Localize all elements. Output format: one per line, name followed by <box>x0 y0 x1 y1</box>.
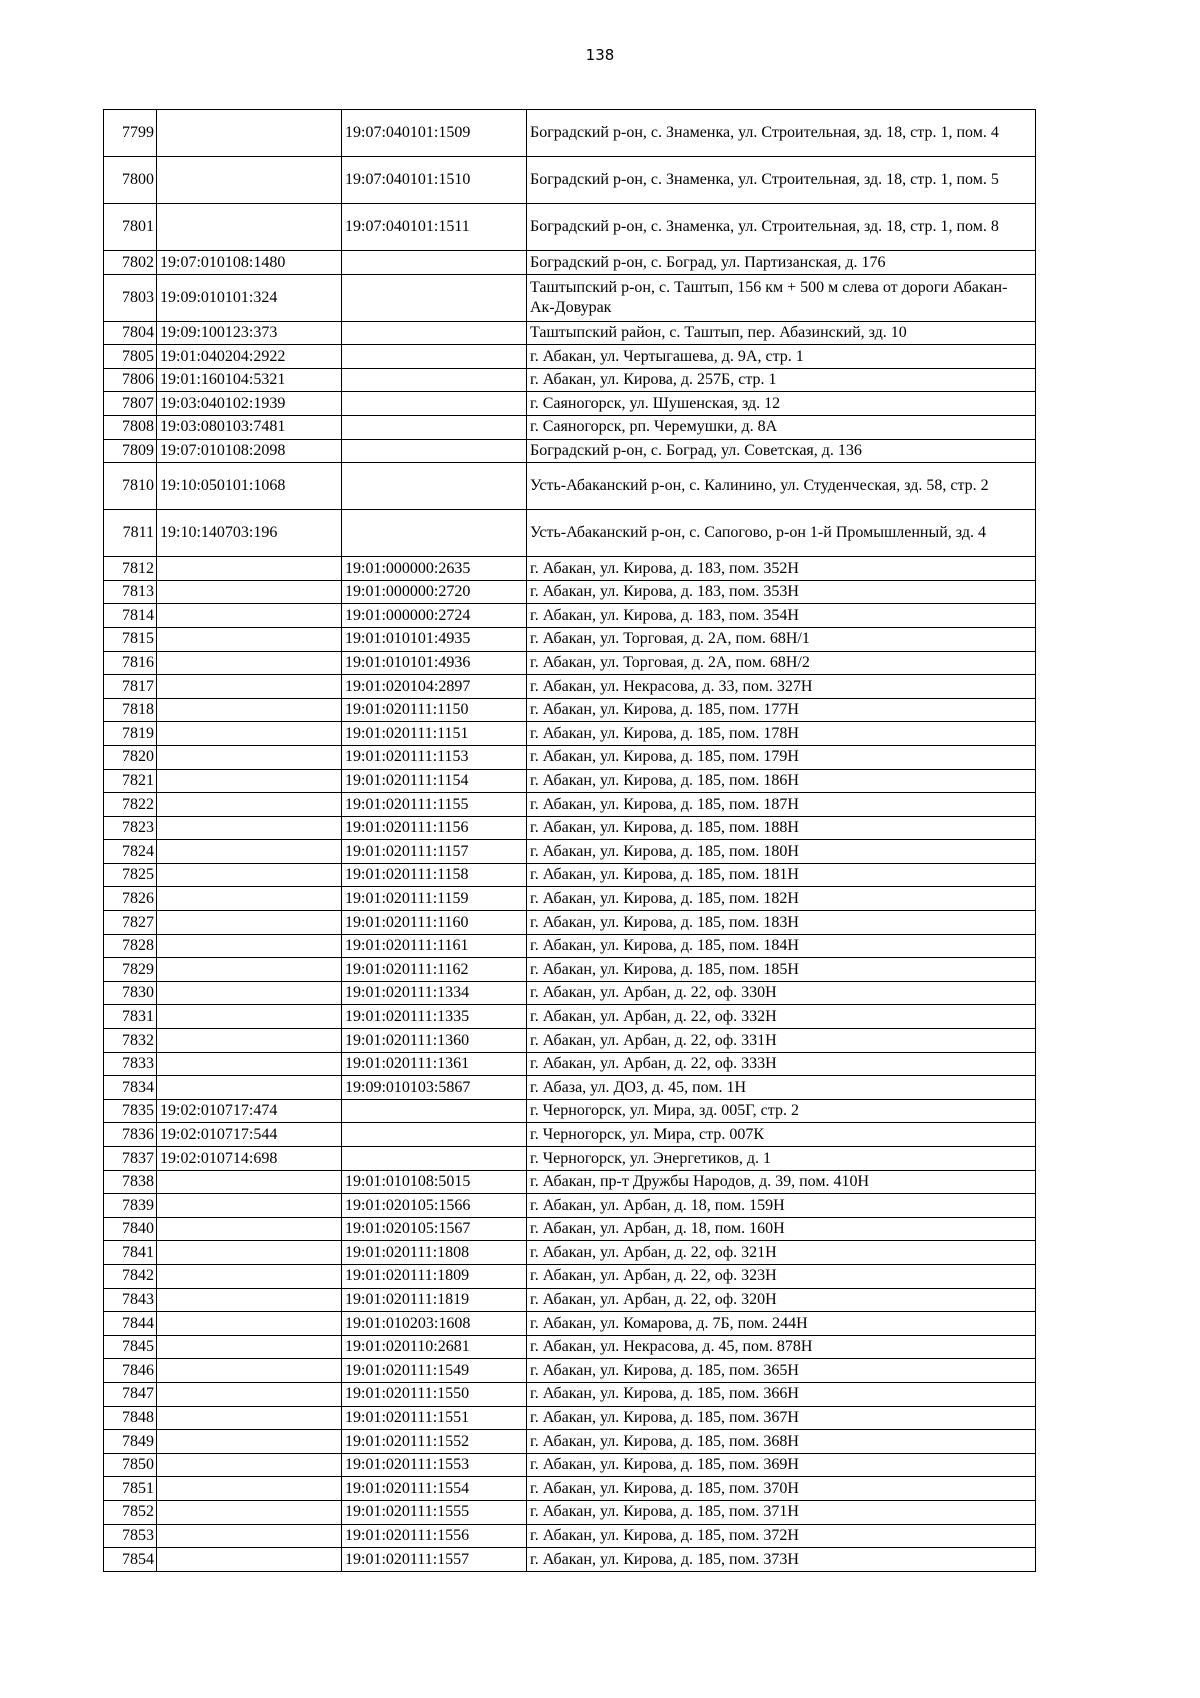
address-cell: Таштыпский р-он, с. Таштып, 156 км + 500 м слева от дороги Абакан-Ак-Довурак <box>527 274 1036 321</box>
address-cell: г. Абакан, ул. Кирова, д. 185, пом. 366Н <box>527 1382 1036 1406</box>
address-cell: г. Абакан, ул. Кирова, д. 185, пом. 368Н <box>527 1430 1036 1454</box>
row-number-cell: 7853 <box>104 1524 157 1548</box>
table-row <box>104 1217 1036 1241</box>
table-row <box>104 510 1036 557</box>
address-cell: г. Абакан, ул. Кирова, д. 185, пом. 180Н <box>527 840 1036 864</box>
premises-cadastral-number-cell: 19:01:020111:1361 <box>342 1052 527 1076</box>
cadastral-number-cell: 19:02:010714:698 <box>157 1147 342 1171</box>
address-cell: г. Абакан, ул. Арбан, д. 18, пом. 159Н <box>527 1194 1036 1218</box>
address-cell: г. Саяногорск, рп. Черемушки, д. 8А <box>527 415 1036 439</box>
premises-cadastral-number-cell: 19:01:020111:1153 <box>342 745 527 769</box>
row-number-cell: 7836 <box>104 1123 157 1147</box>
address-cell: г. Абакан, ул. Кирова, д. 183, пом. 352Н <box>527 557 1036 581</box>
row-number-cell: 7832 <box>104 1029 157 1053</box>
address-cell: г. Абакан, ул. Кирова, д. 185, пом. 185Н <box>527 958 1036 982</box>
premises-cadastral-number-cell: 19:01:020111:1553 <box>342 1453 527 1477</box>
premises-cadastral-number-cell: 19:07:040101:1510 <box>342 157 527 204</box>
premises-cadastral-number-cell: 19:01:020111:1808 <box>342 1241 527 1265</box>
cadastral-number-cell <box>157 722 342 746</box>
premises-cadastral-number-cell: 19:01:020111:1157 <box>342 840 527 864</box>
cadastral-number-cell <box>157 675 342 699</box>
row-number-cell: 7842 <box>104 1264 157 1288</box>
premises-cadastral-number-cell: 19:01:020111:1335 <box>342 1005 527 1029</box>
cadastral-number-cell <box>157 934 342 958</box>
table-row <box>104 1430 1036 1454</box>
premises-cadastral-number-cell <box>342 345 527 369</box>
table-row <box>104 415 1036 439</box>
address-cell: г. Абакан, ул. Некрасова, д. 45, пом. 878Н <box>527 1335 1036 1359</box>
row-number-cell: 7838 <box>104 1170 157 1194</box>
address-cell: г. Абакан, ул. Кирова, д. 185, пом. 188Н <box>527 816 1036 840</box>
table-row <box>104 1076 1036 1100</box>
table-row <box>104 1406 1036 1430</box>
row-number-cell: 7811 <box>104 510 157 557</box>
row-number-cell: 7841 <box>104 1241 157 1265</box>
address-cell: г. Абакан, ул. Арбан, д. 18, пом. 160Н <box>527 1217 1036 1241</box>
cadastral-number-cell: 19:01:040204:2922 <box>157 345 342 369</box>
address-cell: Боградский р-он, с. Боград, ул. Советская, д. 136 <box>527 439 1036 463</box>
address-cell: г. Абакан, ул. Некрасова, д. 33, пом. 327Н <box>527 675 1036 699</box>
table-row <box>104 557 1036 581</box>
premises-cadastral-number-cell: 19:01:020111:1550 <box>342 1382 527 1406</box>
premises-cadastral-number-cell: 19:01:020111:1161 <box>342 934 527 958</box>
premises-cadastral-number-cell: 19:01:020111:1360 <box>342 1029 527 1053</box>
cadastral-number-cell <box>157 863 342 887</box>
premises-cadastral-number-cell: 19:01:020105:1566 <box>342 1194 527 1218</box>
cadastral-number-cell <box>157 1241 342 1265</box>
address-cell: г. Черногорск, ул. Мира, зд. 005Г, стр. 2 <box>527 1099 1036 1123</box>
address-cell: г. Абакан, ул. Кирова, д. 185, пом. 372Н <box>527 1524 1036 1548</box>
address-cell: г. Абакан, ул. Комарова, д. 7Б, пом. 244Н <box>527 1312 1036 1336</box>
table-row <box>104 1029 1036 1053</box>
row-number-cell: 7804 <box>104 321 157 345</box>
cadastral-number-cell <box>157 1477 342 1501</box>
table-row <box>104 958 1036 982</box>
page-number: 138 <box>585 46 615 64</box>
premises-cadastral-number-cell: 19:01:020111:1555 <box>342 1500 527 1524</box>
premises-cadastral-number-cell: 19:01:020111:1551 <box>342 1406 527 1430</box>
table-row <box>104 251 1036 275</box>
table-row <box>104 157 1036 204</box>
row-number-cell: 7803 <box>104 274 157 321</box>
row-number-cell: 7821 <box>104 769 157 793</box>
row-number-cell: 7809 <box>104 439 157 463</box>
address-cell: Усть-Абаканский р-он, с. Сапогово, р-он 1-й Промышленный, зд. 4 <box>527 510 1036 557</box>
registry-table <box>103 109 1036 1572</box>
row-number-cell: 7815 <box>104 627 157 651</box>
table-row <box>104 1453 1036 1477</box>
table-row <box>104 110 1036 157</box>
address-cell: г. Абакан, ул. Кирова, д. 185, пом. 371Н <box>527 1500 1036 1524</box>
address-cell: г. Абаза, ул. ДОЗ, д. 45, пом. 1Н <box>527 1076 1036 1100</box>
table-row <box>104 651 1036 675</box>
table-row <box>104 840 1036 864</box>
table-row <box>104 1170 1036 1194</box>
cadastral-number-cell: 19:07:010108:1480 <box>157 251 342 275</box>
cadastral-number-cell: 19:10:050101:1068 <box>157 463 342 510</box>
cadastral-number-cell <box>157 557 342 581</box>
row-number-cell: 7799 <box>104 110 157 157</box>
cadastral-number-cell <box>157 1335 342 1359</box>
cadastral-number-cell <box>157 793 342 817</box>
cadastral-number-cell: 19:09:100123:373 <box>157 321 342 345</box>
cadastral-number-cell <box>157 1406 342 1430</box>
cadastral-number-cell: 19:01:160104:5321 <box>157 368 342 392</box>
premises-cadastral-number-cell <box>342 368 527 392</box>
row-number-cell: 7851 <box>104 1477 157 1501</box>
row-number-cell: 7823 <box>104 816 157 840</box>
table-row <box>104 1147 1036 1171</box>
address-cell: г. Абакан, ул. Чертыгашева, д. 9А, стр. 1 <box>527 345 1036 369</box>
table-row <box>104 863 1036 887</box>
row-number-cell: 7800 <box>104 157 157 204</box>
cadastral-number-cell <box>157 1524 342 1548</box>
table-row <box>104 793 1036 817</box>
cadastral-number-cell: 19:02:010717:474 <box>157 1099 342 1123</box>
table-row <box>104 981 1036 1005</box>
table-row <box>104 1052 1036 1076</box>
table-row <box>104 345 1036 369</box>
table-row <box>104 1382 1036 1406</box>
table-row <box>104 934 1036 958</box>
row-number-cell: 7854 <box>104 1548 157 1572</box>
row-number-cell: 7818 <box>104 698 157 722</box>
table-row <box>104 816 1036 840</box>
table-row <box>104 274 1036 321</box>
premises-cadastral-number-cell: 19:01:020111:1154 <box>342 769 527 793</box>
cadastral-number-cell <box>157 1194 342 1218</box>
address-cell: г. Саяногорск, ул. Шушенская, зд. 12 <box>527 392 1036 416</box>
premises-cadastral-number-cell <box>342 439 527 463</box>
address-cell: г. Абакан, ул. Кирова, д. 185, пом. 187Н <box>527 793 1036 817</box>
premises-cadastral-number-cell: 19:01:020111:1556 <box>342 1524 527 1548</box>
cadastral-number-cell <box>157 1430 342 1454</box>
cadastral-number-cell <box>157 887 342 911</box>
table-row <box>104 1241 1036 1265</box>
address-cell: г. Абакан, ул. Кирова, д. 185, пом. 177Н <box>527 698 1036 722</box>
cadastral-number-cell <box>157 110 342 157</box>
address-cell: г. Абакан, ул. Арбан, д. 22, оф. 323Н <box>527 1264 1036 1288</box>
premises-cadastral-number-cell: 19:01:020111:1819 <box>342 1288 527 1312</box>
cadastral-number-cell: 19:02:010717:544 <box>157 1123 342 1147</box>
address-cell: г. Абакан, ул. Кирова, д. 185, пом. 369Н <box>527 1453 1036 1477</box>
row-number-cell: 7830 <box>104 981 157 1005</box>
row-number-cell: 7819 <box>104 722 157 746</box>
row-number-cell: 7840 <box>104 1217 157 1241</box>
table-row <box>104 698 1036 722</box>
address-cell: г. Абакан, ул. Кирова, д. 185, пом. 370Н <box>527 1477 1036 1501</box>
row-number-cell: 7837 <box>104 1147 157 1171</box>
table-row <box>104 368 1036 392</box>
premises-cadastral-number-cell <box>342 274 527 321</box>
table-row <box>104 392 1036 416</box>
premises-cadastral-number-cell: 19:01:020111:1155 <box>342 793 527 817</box>
table-row <box>104 1477 1036 1501</box>
address-cell: Боградский р-он, с. Боград, ул. Партизанская, д. 176 <box>527 251 1036 275</box>
address-cell: г. Абакан, ул. Кирова, д. 185, пом. 184Н <box>527 934 1036 958</box>
table-row <box>104 911 1036 935</box>
row-number-cell: 7813 <box>104 580 157 604</box>
cadastral-number-cell: 19:10:140703:196 <box>157 510 342 557</box>
address-cell: г. Абакан, ул. Арбан, д. 22, оф. 320Н <box>527 1288 1036 1312</box>
table-row <box>104 1312 1036 1336</box>
row-number-cell: 7831 <box>104 1005 157 1029</box>
address-cell: г. Абакан, ул. Кирова, д. 185, пом. 365Н <box>527 1359 1036 1383</box>
address-cell: г. Абакан, ул. Кирова, д. 185, пом. 182Н <box>527 887 1036 911</box>
premises-cadastral-number-cell: 19:01:020110:2681 <box>342 1335 527 1359</box>
premises-cadastral-number-cell: 19:01:020111:1156 <box>342 816 527 840</box>
row-number-cell: 7822 <box>104 793 157 817</box>
premises-cadastral-number-cell: 19:01:000000:2720 <box>342 580 527 604</box>
table-row <box>104 1524 1036 1548</box>
premises-cadastral-number-cell <box>342 251 527 275</box>
cadastral-number-cell <box>157 1052 342 1076</box>
row-number-cell: 7807 <box>104 392 157 416</box>
row-number-cell: 7812 <box>104 557 157 581</box>
address-cell: г. Абакан, ул. Арбан, д. 22, оф. 330Н <box>527 981 1036 1005</box>
premises-cadastral-number-cell: 19:01:020111:1150 <box>342 698 527 722</box>
premises-cadastral-number-cell <box>342 1123 527 1147</box>
premises-cadastral-number-cell: 19:01:010203:1608 <box>342 1312 527 1336</box>
row-number-cell: 7810 <box>104 463 157 510</box>
premises-cadastral-number-cell: 19:01:020111:1151 <box>342 722 527 746</box>
premises-cadastral-number-cell: 19:07:040101:1509 <box>342 110 527 157</box>
cadastral-number-cell <box>157 1359 342 1383</box>
row-number-cell: 7827 <box>104 911 157 935</box>
cadastral-number-cell <box>157 1453 342 1477</box>
row-number-cell: 7850 <box>104 1453 157 1477</box>
cadastral-number-cell <box>157 816 342 840</box>
table-row <box>104 204 1036 251</box>
cadastral-number-cell <box>157 1264 342 1288</box>
address-cell: Таштыпский район, с. Таштып, пер. Абазинский, зд. 10 <box>527 321 1036 345</box>
row-number-cell: 7826 <box>104 887 157 911</box>
cadastral-number-cell <box>157 204 342 251</box>
table-row <box>104 1099 1036 1123</box>
row-number-cell: 7808 <box>104 415 157 439</box>
address-cell: г. Абакан, ул. Кирова, д. 257Б, стр. 1 <box>527 368 1036 392</box>
row-number-cell: 7805 <box>104 345 157 369</box>
address-cell: г. Абакан, ул. Кирова, д. 185, пом. 183Н <box>527 911 1036 935</box>
premises-cadastral-number-cell: 19:01:020111:1158 <box>342 863 527 887</box>
address-cell: г. Абакан, ул. Торговая, д. 2А, пом. 68Н/2 <box>527 651 1036 675</box>
table-row <box>104 1500 1036 1524</box>
row-number-cell: 7843 <box>104 1288 157 1312</box>
cadastral-number-cell <box>157 1382 342 1406</box>
row-number-cell: 7839 <box>104 1194 157 1218</box>
premises-cadastral-number-cell: 19:01:020105:1567 <box>342 1217 527 1241</box>
table-row <box>104 627 1036 651</box>
row-number-cell: 7835 <box>104 1099 157 1123</box>
table-row <box>104 1005 1036 1029</box>
address-cell: г. Абакан, ул. Кирова, д. 185, пом. 186Н <box>527 769 1036 793</box>
cadastral-number-cell <box>157 580 342 604</box>
premises-cadastral-number-cell: 19:01:020111:1160 <box>342 911 527 935</box>
address-cell: Боградский р-он, с. Знаменка, ул. Строительная, зд. 18, стр. 1, пом. 8 <box>527 204 1036 251</box>
table-row <box>104 439 1036 463</box>
table-row <box>104 722 1036 746</box>
cadastral-number-cell <box>157 911 342 935</box>
row-number-cell: 7806 <box>104 368 157 392</box>
cadastral-number-cell <box>157 840 342 864</box>
premises-cadastral-number-cell: 19:01:020111:1554 <box>342 1477 527 1501</box>
premises-cadastral-number-cell <box>342 1099 527 1123</box>
table-row <box>104 1264 1036 1288</box>
cadastral-number-cell <box>157 1288 342 1312</box>
row-number-cell: 7825 <box>104 863 157 887</box>
cadastral-number-cell <box>157 1500 342 1524</box>
row-number-cell: 7833 <box>104 1052 157 1076</box>
row-number-cell: 7847 <box>104 1382 157 1406</box>
address-cell: г. Абакан, ул. Арбан, д. 22, оф. 333Н <box>527 1052 1036 1076</box>
premises-cadastral-number-cell: 19:09:010103:5867 <box>342 1076 527 1100</box>
address-cell: г. Абакан, ул. Торговая, д. 2А, пом. 68Н/1 <box>527 627 1036 651</box>
premises-cadastral-number-cell <box>342 392 527 416</box>
premises-cadastral-number-cell <box>342 321 527 345</box>
premises-cadastral-number-cell: 19:07:040101:1511 <box>342 204 527 251</box>
premises-cadastral-number-cell: 19:01:000000:2724 <box>342 604 527 628</box>
row-number-cell: 7814 <box>104 604 157 628</box>
row-number-cell: 7816 <box>104 651 157 675</box>
row-number-cell: 7834 <box>104 1076 157 1100</box>
table-row <box>104 675 1036 699</box>
address-cell: г. Абакан, пр-т Дружбы Народов, д. 39, пом. 410Н <box>527 1170 1036 1194</box>
cadastral-number-cell <box>157 981 342 1005</box>
row-number-cell: 7852 <box>104 1500 157 1524</box>
cadastral-number-cell <box>157 1005 342 1029</box>
table-row <box>104 1194 1036 1218</box>
cadastral-number-cell <box>157 1029 342 1053</box>
table-row <box>104 463 1036 510</box>
address-cell: г. Абакан, ул. Кирова, д. 183, пом. 354Н <box>527 604 1036 628</box>
table-row <box>104 745 1036 769</box>
cadastral-number-cell <box>157 769 342 793</box>
table-row <box>104 769 1036 793</box>
row-number-cell: 7845 <box>104 1335 157 1359</box>
cadastral-number-cell <box>157 651 342 675</box>
row-number-cell: 7844 <box>104 1312 157 1336</box>
cadastral-number-cell: 19:03:080103:7481 <box>157 415 342 439</box>
address-cell: г. Абакан, ул. Арбан, д. 22, оф. 321Н <box>527 1241 1036 1265</box>
row-number-cell: 7848 <box>104 1406 157 1430</box>
premises-cadastral-number-cell: 19:01:020111:1557 <box>342 1548 527 1572</box>
address-cell: Усть-Абаканский р-он, с. Калинино, ул. Студенческая, зд. 58, стр. 2 <box>527 463 1036 510</box>
premises-cadastral-number-cell: 19:01:010101:4936 <box>342 651 527 675</box>
premises-cadastral-number-cell <box>342 415 527 439</box>
row-number-cell: 7802 <box>104 251 157 275</box>
cadastral-number-cell <box>157 958 342 982</box>
table-row <box>104 1123 1036 1147</box>
table-row <box>104 1335 1036 1359</box>
table-row <box>104 604 1036 628</box>
address-cell: г. Абакан, ул. Арбан, д. 22, оф. 331Н <box>527 1029 1036 1053</box>
premises-cadastral-number-cell: 19:01:020111:1159 <box>342 887 527 911</box>
premises-cadastral-number-cell <box>342 463 527 510</box>
cadastral-number-cell <box>157 157 342 204</box>
premises-cadastral-number-cell <box>342 510 527 557</box>
row-number-cell: 7849 <box>104 1430 157 1454</box>
table-row <box>104 887 1036 911</box>
row-number-cell: 7820 <box>104 745 157 769</box>
cadastral-number-cell <box>157 627 342 651</box>
premises-cadastral-number-cell: 19:01:000000:2635 <box>342 557 527 581</box>
table-row <box>104 321 1036 345</box>
cadastral-number-cell <box>157 1312 342 1336</box>
row-number-cell: 7817 <box>104 675 157 699</box>
premises-cadastral-number-cell: 19:01:020111:1552 <box>342 1430 527 1454</box>
premises-cadastral-number-cell: 19:01:020104:2897 <box>342 675 527 699</box>
cadastral-number-cell <box>157 698 342 722</box>
premises-cadastral-number-cell: 19:01:010108:5015 <box>342 1170 527 1194</box>
table-row <box>104 580 1036 604</box>
address-cell: г. Абакан, ул. Кирова, д. 185, пом. 181Н <box>527 863 1036 887</box>
premises-cadastral-number-cell: 19:01:010101:4935 <box>342 627 527 651</box>
cadastral-number-cell: 19:07:010108:2098 <box>157 439 342 463</box>
row-number-cell: 7828 <box>104 934 157 958</box>
premises-cadastral-number-cell: 19:01:020111:1549 <box>342 1359 527 1383</box>
address-cell: г. Абакан, ул. Кирова, д. 185, пом. 373Н <box>527 1548 1036 1572</box>
address-cell: Боградский р-он, с. Знаменка, ул. Строительная, зд. 18, стр. 1, пом. 5 <box>527 157 1036 204</box>
address-cell: г. Черногорск, ул. Энергетиков, д. 1 <box>527 1147 1036 1171</box>
address-cell: г. Абакан, ул. Кирова, д. 185, пом. 178Н <box>527 722 1036 746</box>
cadastral-number-cell <box>157 604 342 628</box>
address-cell: г. Черногорск, ул. Мира, стр. 007К <box>527 1123 1036 1147</box>
cadastral-number-cell: 19:03:040102:1939 <box>157 392 342 416</box>
premises-cadastral-number-cell: 19:01:020111:1162 <box>342 958 527 982</box>
cadastral-number-cell <box>157 745 342 769</box>
row-number-cell: 7846 <box>104 1359 157 1383</box>
table-row <box>104 1359 1036 1383</box>
row-number-cell: 7829 <box>104 958 157 982</box>
address-cell: г. Абакан, ул. Кирова, д. 183, пом. 353Н <box>527 580 1036 604</box>
row-number-cell: 7801 <box>104 204 157 251</box>
row-number-cell: 7824 <box>104 840 157 864</box>
table-row <box>104 1548 1036 1572</box>
table-row <box>104 1288 1036 1312</box>
address-cell: Боградский р-он, с. Знаменка, ул. Строительная, зд. 18, стр. 1, пом. 4 <box>527 110 1036 157</box>
address-cell: г. Абакан, ул. Кирова, д. 185, пом. 367Н <box>527 1406 1036 1430</box>
address-cell: г. Абакан, ул. Кирова, д. 185, пом. 179Н <box>527 745 1036 769</box>
cadastral-number-cell <box>157 1217 342 1241</box>
cadastral-number-cell <box>157 1076 342 1100</box>
cadastral-number-cell <box>157 1170 342 1194</box>
cadastral-number-cell <box>157 1548 342 1572</box>
cadastral-number-cell: 19:09:010101:324 <box>157 274 342 321</box>
registry-table-body <box>104 110 1036 1572</box>
premises-cadastral-number-cell <box>342 1147 527 1171</box>
address-cell: г. Абакан, ул. Арбан, д. 22, оф. 332Н <box>527 1005 1036 1029</box>
premises-cadastral-number-cell: 19:01:020111:1334 <box>342 981 527 1005</box>
premises-cadastral-number-cell: 19:01:020111:1809 <box>342 1264 527 1288</box>
